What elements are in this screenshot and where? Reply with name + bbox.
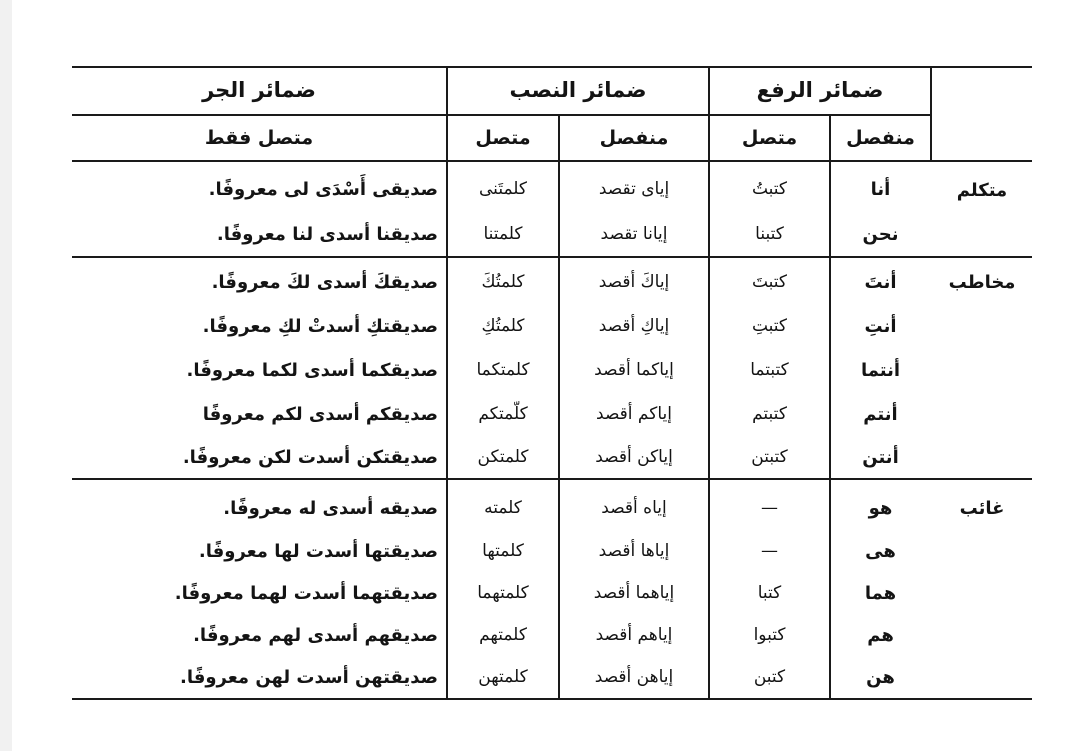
nasb-muttasil-example: كلمتُكِ xyxy=(481,316,525,336)
nasb-muttasil-example: كلّمتكم xyxy=(478,404,528,424)
document-page xyxy=(12,0,1078,751)
jarr-example-sentence: صديقنا أسدى لنا معروفًا. xyxy=(216,223,438,245)
nasb-munfasil-example: إيانا تقصد xyxy=(600,224,668,244)
raf-muttasil-example: كتبتم xyxy=(752,404,787,424)
header-jarr: ضمائر الجر xyxy=(202,78,316,102)
jarr-example-sentence: صديقتها أسدت لها معروفًا. xyxy=(198,540,438,562)
pronouns-table xyxy=(72,66,1032,700)
group-divider-mukhatab xyxy=(72,478,1032,480)
jarr-example-sentence: صديقكم أسدى لكم معروفًا xyxy=(202,403,438,425)
subheader-raf-munfasil: منفصل xyxy=(846,127,915,149)
category-ghaib: غائب xyxy=(959,497,1005,519)
group-divider-mutakallim xyxy=(72,256,1032,258)
munfasil-pronoun: أنتَ xyxy=(864,271,897,293)
table-bottom-border xyxy=(72,698,1032,700)
munfasil-pronoun: هما xyxy=(864,582,897,604)
subheader-bottom-border xyxy=(72,160,1032,162)
nasb-munfasil-example: إياهما أقصد xyxy=(593,583,675,603)
munfasil-pronoun: أنا xyxy=(870,178,891,200)
nasb-munfasil-example: إياها أقصد xyxy=(598,541,670,561)
nasb-muttasil-example: كلمتهما xyxy=(477,583,529,603)
raf-muttasil-example: كتبتِ xyxy=(751,316,788,336)
jarr-example-sentence: صديقتهن أسدت لهن معروفًا. xyxy=(179,666,438,688)
nasb-muttasil-example: كلمتكما xyxy=(476,360,530,380)
header-nasb: ضمائر النصب xyxy=(509,78,647,102)
raf-muttasil-example: كتبن xyxy=(753,667,786,687)
jarr-example-sentence: صديقى أَسْدَى لى معروفًا. xyxy=(208,178,438,200)
nasb-muttasil-example: كلمتهم xyxy=(479,625,527,645)
subheader-nasb-muttasil: متصل xyxy=(475,127,531,149)
munfasil-pronoun: هم xyxy=(867,624,894,646)
category-mutakallim: متكلم xyxy=(956,179,1008,201)
raf-muttasil-example: كتبتَ xyxy=(751,272,788,292)
raf-muttasil-example: كتبا xyxy=(757,583,782,603)
nasb-munfasil-example: إياه أقصد xyxy=(601,498,667,518)
jarr-example-sentence: صديقكَ أسدى لكَ معروفًا. xyxy=(211,271,438,293)
nasb-muttasil-example: كلمتكن xyxy=(477,447,529,467)
subheader-nasb-munfasil: منفصل xyxy=(599,127,669,149)
column-divider-category xyxy=(930,66,932,162)
nasb-munfasil-example: إياكَ أقصد xyxy=(598,272,670,292)
nasb-muttasil-example: كلمته xyxy=(484,498,522,518)
subheader-raf-muttasil: متصل xyxy=(741,127,798,149)
raf-muttasil-example: كتبتما xyxy=(750,360,789,380)
raf-muttasil-example: كتبتن xyxy=(751,447,788,467)
raf-muttasil-example: — xyxy=(761,498,778,518)
nasb-muttasil-example: كلمتنا xyxy=(483,224,523,244)
nasb-munfasil-example: إياكن أقصد xyxy=(595,447,673,467)
nasb-muttasil-example: كلمتَنى xyxy=(479,179,527,199)
munfasil-pronoun: هى xyxy=(865,540,896,562)
munfasil-pronoun: أنتن xyxy=(862,446,899,468)
jarr-example-sentence: صديقتكِ أسدتْ لكِ معروفًا. xyxy=(202,315,438,337)
munfasil-pronoun: أنتِ xyxy=(864,315,897,337)
subheader-jarr-muttasil-only: متصل فقط xyxy=(204,127,314,149)
nasb-munfasil-example: إياكم أقصد xyxy=(596,404,672,424)
raf-muttasil-example: كتبوا xyxy=(753,625,786,645)
nasb-muttasil-example: كلمتُكَ xyxy=(481,272,525,292)
nasb-munfasil-example: إياهم أقصد xyxy=(595,625,673,645)
raf-muttasil-example: كتبنا xyxy=(755,224,784,244)
jarr-example-sentence: صديقهم أسدى لهم معروفًا. xyxy=(193,624,438,646)
raf-muttasil-example: — xyxy=(761,541,778,561)
nasb-munfasil-example: إياى تقصد xyxy=(598,179,670,199)
header-raf: ضمائر الرفع xyxy=(756,78,884,102)
jarr-example-sentence: صديقه أسدى له معروفًا. xyxy=(223,497,438,519)
jarr-example-sentence: صديقتهما أسدت لهما معروفًا. xyxy=(174,582,438,604)
nasb-muttasil-example: كلمتهن xyxy=(478,667,528,687)
raf-muttasil-example: كتبتُ xyxy=(751,179,788,199)
nasb-muttasil-example: كلمتها xyxy=(482,541,524,561)
munfasil-pronoun: هن xyxy=(866,666,895,688)
nasb-munfasil-example: إياكِ أقصد xyxy=(598,316,670,336)
munfasil-pronoun: أنتم xyxy=(863,403,898,425)
nasb-munfasil-example: إياهن أقصد xyxy=(594,667,674,687)
munfasil-pronoun: أنتما xyxy=(860,359,901,381)
munfasil-pronoun: هو xyxy=(868,497,893,519)
category-mukhatab: مخاطب xyxy=(948,271,1016,293)
nasb-munfasil-example: إياكما أقصد xyxy=(594,360,674,380)
jarr-example-sentence: صديقتكن أسدت لكن معروفًا. xyxy=(182,446,438,468)
munfasil-pronoun: نحن xyxy=(862,223,899,245)
jarr-example-sentence: صديقكما أسدى لكما معروفًا. xyxy=(186,359,438,381)
